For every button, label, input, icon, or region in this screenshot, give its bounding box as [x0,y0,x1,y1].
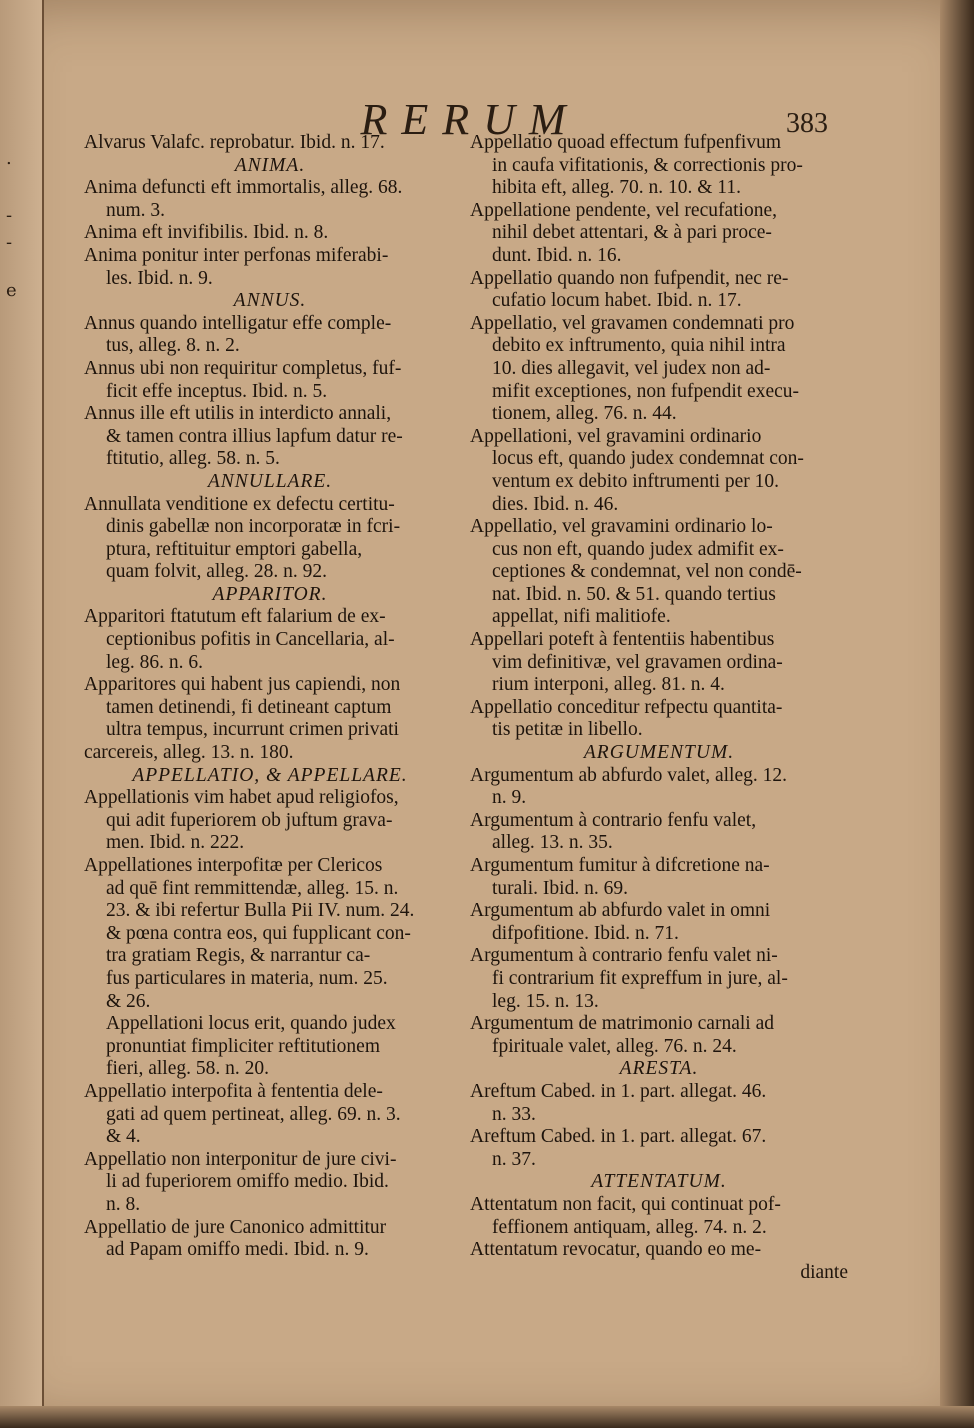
margin-mark: . [6,148,12,169]
index-line: tus, alleg. 8. n. 2. [106,335,240,357]
index-line: ficit effe inceptus. Ibid. n. 5. [106,380,328,402]
index-heading: ANIMA. [234,154,306,176]
index-line: carcereis, alleg. 13. n. 180. [84,742,294,764]
index-line: 23. & ibi refertur Bulla Pii IV. num. 24. [106,900,415,922]
index-line: alleg. 13. n. 35. [492,832,613,854]
index-line: tra gratiam Regis, & narrantur ca- [106,945,371,967]
index-line: ftitutio, alleg. 58. n. 5. [106,448,280,470]
index-line: Appellatio quoad effectum fufpenfivum [470,132,782,153]
index-line: Appellatio non interponitur de jure civi- [84,1148,397,1170]
index-line: num. 3. [106,199,166,221]
left-index-column [84,132,456,1262]
right-index-column [470,132,848,1284]
index-line: fieri, alleg. 58. n. 20. [106,1058,269,1080]
index-line: nat. Ibid. n. 50. & 51. quando tertius [492,583,776,605]
index-line: in caufa vifitationis, & correctionis pro- [492,154,803,176]
index-line: & 26. [106,990,151,1012]
index-line: Annus quando intelligatur effe comple- [84,312,392,334]
index-line: n. 8. [106,1193,141,1215]
index-line: Appellationes interpofitæ per Clericos [84,855,383,876]
index-line: tionem, alleg. 76. n. 44. [492,403,677,425]
index-line: vim definitivæ, vel gravamen ordina- [492,651,783,673]
index-line: men. Ibid. n. 222. [106,832,245,854]
index-line: ventum ex debito inftrumenti per 10. [492,470,780,492]
index-line: Appellatio de jure Canonico admittitur [84,1216,387,1238]
index-line: Apparitores qui habent jus capiendi, non [84,674,401,696]
index-heading: ARESTA. [619,1058,699,1080]
index-line: tamen detinendi, fi detineant captum [106,696,392,718]
page-bottom-edge [0,1406,974,1428]
index-heading: ANNULLARE. [207,470,333,492]
index-line: diante [800,1261,848,1283]
index-line: Argumentum ab abfurdo valet, alleg. 12. [470,764,787,786]
index-line: locus eft, quando judex condemnat con- [492,448,804,470]
index-line: n. 9. [492,787,527,809]
margin-mark: - [6,205,13,226]
index-line: & pœna contra eos, qui fupplicant con- [106,922,411,944]
index-line: Attentatum revocatur, quando eo me- [470,1239,762,1261]
index-line: difpofitione. Ibid. n. 71. [492,922,679,944]
index-line: Anima defuncti eft immortalis, alleg. 68. [84,177,403,199]
index-line: debito ex inftrumento, quia nihil intra [492,335,786,357]
page-number: 383 [786,108,828,139]
index-heading: ATTENTATUM. [591,1171,727,1193]
index-line: rium interponi, alleg. 81. n. 4. [492,674,725,696]
index-line: ad Papam omiffo medi. Ibid. n. 9. [106,1239,369,1261]
index-line: pronuntiat fimpliciter reftitutionem [106,1035,381,1057]
index-line: Argumentum à contrario fenfu valet ni- [470,945,778,967]
index-line: ptura, reftituitur emptori gabella, [106,538,363,560]
index-line: ultra tempus, incurrunt crimen privati [106,719,399,741]
index-line: fus particulares in materia, num. 25. [106,967,388,989]
index-line: Annullata venditione ex defectu certitu- [84,493,395,515]
index-line: Appellatio conceditur refpectu quantita- [470,696,783,718]
index-line: Appellationis vim habet apud religiofos, [84,787,399,809]
index-line: gati ad quem pertineat, alleg. 69. n. 3. [106,1103,401,1125]
index-line: 10. dies allegavit, vel judex non ad- [492,357,771,379]
index-line: n. 33. [492,1103,536,1125]
index-line: Anima eft invifibilis. Ibid. n. 8. [84,222,329,244]
index-line: Attentatum non facit, qui continuat pof- [470,1193,781,1215]
index-line: Argumentum fumitur à difcretione na- [470,855,770,876]
facing-page-edge [0,0,44,1428]
index-line: les. Ibid. n. 9. [106,267,213,289]
index-line: leg. 15. n. 13. [492,990,599,1012]
index-line: Appellationi, vel gravamini ordinario [470,425,762,447]
index-heading: APPELLATIO, & APPELLARE. [132,764,408,786]
index-line: Appellationi locus erit, quando judex [106,1013,396,1035]
index-line: ad quē fint remmittendæ, alleg. 15. n. [106,877,399,899]
index-line: & tamen contra illius lapfum datur re- [106,425,403,447]
index-line: Appellatio quando non fufpendit, nec re- [470,267,789,289]
index-line: Argumentum ab abfurdo valet in omni [470,900,771,922]
index-heading: APPARITOR. [212,583,328,605]
index-line: fpirituale valet, alleg. 76. n. 24. [492,1035,737,1057]
index-line: Anima ponitur inter perfonas miferabi- [84,244,389,266]
index-line: dinis gabellæ non incorporatæ in fcri- [106,516,401,538]
index-line: Apparitori ftatutum eft falarium de ex- [84,606,386,628]
index-line: turali. Ibid. n. 69. [492,877,628,899]
index-heading: ANNUS. [233,290,307,312]
index-line: quam folvit, alleg. 28. n. 92. [106,561,327,583]
index-line: Annus ubi non requiritur completus, fuf- [84,357,402,379]
index-line: cufatio locum habet. Ibid. n. 17. [492,290,742,312]
index-line: leg. 86. n. 6. [106,651,203,673]
index-line: hibita eft, alleg. 70. n. 10. & 11. [492,177,741,199]
index-line: Argumentum à contrario fenfu valet, [470,809,757,831]
running-header: RERUM [360,95,580,144]
margin-mark: e [6,280,17,301]
index-line: mifit exceptiones, non fufpendit execu- [492,380,800,402]
index-line: fi contrarium fit expreffum in jure, al- [492,967,788,989]
index-line: cus non eft, quando judex admifit ex- [492,538,784,560]
index-line: Areftum Cabed. in 1. part. allegat. 46. [470,1080,767,1102]
index-line: dies. Ibid. n. 46. [492,493,619,515]
index-line: qui adit fuperiorem ob juftum grava- [106,809,393,831]
index-line: Argumentum de matrimonio carnali ad [470,1013,774,1035]
index-line: Annus ille eft utilis in interdicto annali, [84,403,392,425]
index-line: Alvarus Valafc. reprobatur. Ibid. n. 17. [84,132,385,153]
index-line: dunt. Ibid. n. 16. [492,244,622,266]
index-line: Appellatio, vel gravamini ordinario lo- [470,516,773,538]
index-line: appellat, nifi malitiofe. [492,606,671,628]
index-line: tis petitæ in libello. [492,719,643,741]
index-heading: ARGUMENTUM. [583,742,735,764]
index-line: n. 37. [492,1148,536,1170]
index-line: Appellatio, vel gravamen condemnati pro [470,312,795,334]
index-line: ceptiones & condemnat, vel non condē- [492,561,802,583]
page-right-edge [940,0,974,1428]
index-line: Appellatione pendente, vel recufatione, [470,199,777,221]
index-line: & 4. [106,1126,141,1148]
index-line: li ad fuperiorem omiffo medio. Ibid. [106,1171,389,1193]
index-line: Appellatio interpofita à fententia dele- [84,1080,383,1102]
index-line: Areftum Cabed. in 1. part. allegat. 67. [470,1126,767,1148]
index-line: Appellari poteft à fententiis habentibus [470,629,775,651]
margin-mark: - [6,232,13,253]
index-line: nihil debet attentari, & à pari proce- [492,222,772,244]
index-line: ceptionibus pofitis in Cancellaria, al- [106,629,395,651]
index-line: feffionem antiquam, alleg. 74. n. 2. [492,1216,767,1238]
